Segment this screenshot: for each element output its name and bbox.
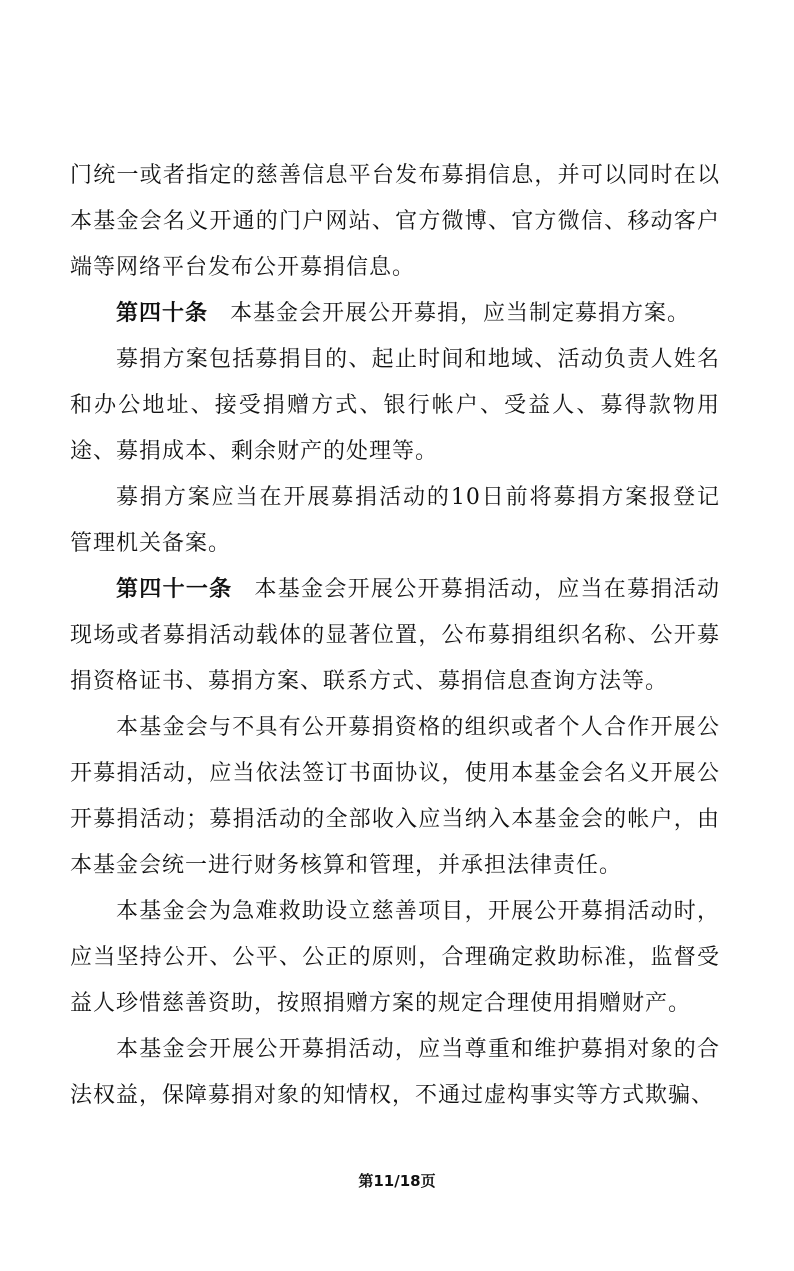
- paragraph-text: 本基金会开展公开募捐活动，应当在募捐活动现场或者募捐活动载体的显著位置，公布募捐组织名称、公开募捐资格证书、募捐方案、联系方式、募捐信息查询方法等。: [70, 577, 720, 694]
- page-number: 第11/18页: [358, 1172, 436, 1190]
- paragraph: [70, 475, 720, 567]
- body-text: [70, 153, 720, 1119]
- paragraph-text: 本基金会开展公开募捐活动，应当尊重和维护募捐对象的合法权益，保障募捐对象的知情权，不通过虚构事实等方式欺骗、: [70, 1037, 720, 1108]
- article-heading: 第四十一条: [116, 577, 233, 602]
- paragraph-text: 募捐方案包括募捐目的、起止时间和地域、活动负责人姓名和办公地址、接受捐赠方式、银行帐户、受益人、募得款物用途、募捐成本、剩余财产的处理等。: [70, 347, 720, 464]
- article-41-paragraph: [70, 567, 720, 705]
- paragraph-text: 本基金会为急难救助设立慈善项目，开展公开募捐活动时，应当坚持公开、公平、公正的原则，合理确定救助标准，监督受益人珍惜慈善资助，按照捐赠方案的规定合理使用捐赠财产。: [70, 899, 720, 1016]
- paragraph-text: 门统一或者指定的慈善信息平台发布募捐信息，并可以同时在以本基金会名义开通的门户网站、官方微博、官方微信、移动客户端等网络平台发布公开募捐信息。: [70, 163, 720, 280]
- paragraph-continued: [70, 153, 720, 291]
- article-40-paragraph: [70, 291, 720, 337]
- paragraph: [70, 337, 720, 475]
- paragraph-text: 募捐方案应当在开展募捐活动的10日前将募捐方案报登记管理机关备案。: [70, 485, 720, 556]
- paragraph: [70, 1027, 720, 1119]
- paragraph-text: 本基金会与不具有公开募捐资格的组织或者个人合作开展公开募捐活动，应当依法签订书面协议，使用本基金会名义开展公开募捐活动；募捐活动的全部收入应当纳入本基金会的帐户，由本基金会统一进行财务核算和管理，并承担法律责任。: [70, 715, 720, 878]
- paragraph: [70, 705, 720, 889]
- article-heading: 第四十条: [116, 301, 209, 326]
- paragraph-text: 本基金会开展公开募捐，应当制定募捐方案。: [230, 301, 691, 326]
- paragraph: [70, 889, 720, 1027]
